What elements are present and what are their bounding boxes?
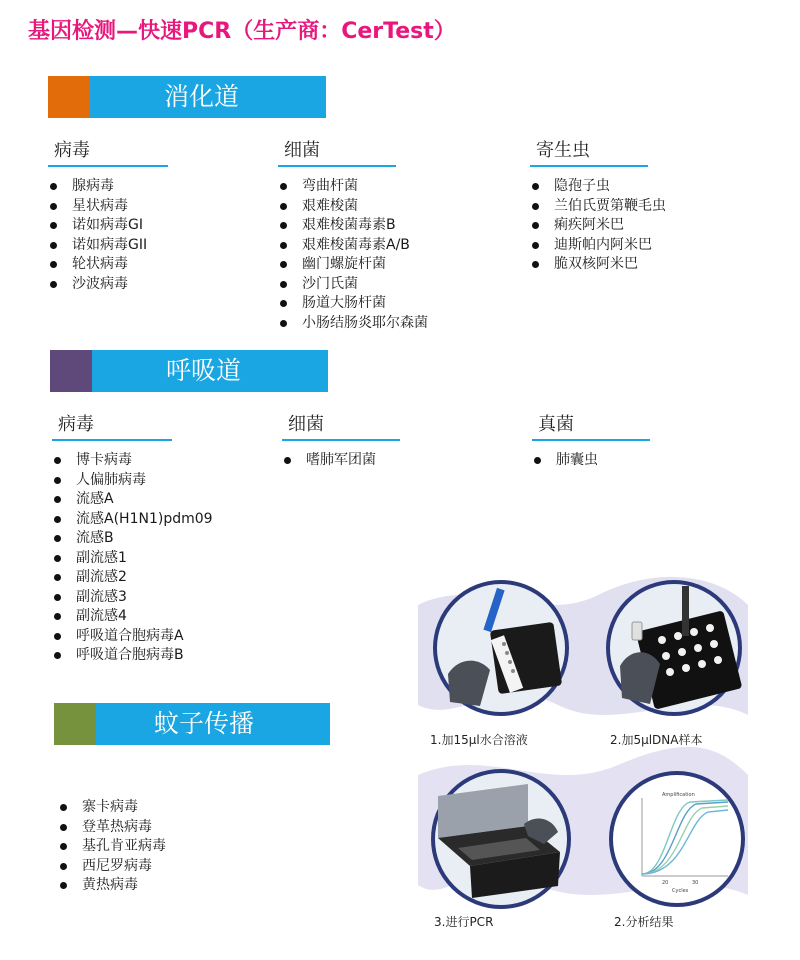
list-item: 人偏肺病毒 — [52, 471, 213, 491]
list-item: 沙波病毒 — [48, 275, 168, 295]
digestive-header-label: 消化道 — [90, 76, 326, 118]
list-item: 艰难梭菌毒素A/B — [278, 236, 428, 256]
column-title: 细菌 — [282, 410, 400, 441]
digestive-swatch — [48, 76, 90, 118]
list-item: 寨卡病毒 — [58, 798, 166, 818]
pipette-plate-icon — [604, 578, 744, 718]
list-item: 轮状病毒 — [48, 255, 168, 275]
page-title: 基因检测—快速PCR（生产商：CerTest） — [28, 19, 456, 44]
list-item: 基孔肯亚病毒 — [58, 837, 166, 857]
list-item: 肠道大肠杆菌 — [278, 294, 428, 314]
digestive-virus-list — [48, 177, 168, 294]
list-item: 副流感4 — [52, 607, 213, 627]
digestive-header — [48, 76, 326, 118]
digestive-bacteria-list — [278, 177, 428, 333]
list-item: 沙门氏菌 — [278, 275, 428, 295]
step3-photo — [428, 766, 574, 912]
digestive-parasite-list — [530, 177, 666, 275]
list-item: 兰伯氏贾第鞭毛虫 — [530, 197, 666, 217]
column-title: 细菌 — [278, 136, 396, 167]
list-item: 肺囊虫 — [532, 451, 650, 471]
chart-label-top: Amplification — [662, 792, 695, 798]
digestive-parasite-column — [530, 136, 666, 275]
respiratory-fungi-column — [532, 410, 650, 471]
chart-label-bottom: Cycles — [672, 888, 689, 894]
pcr-instrument-icon — [428, 766, 574, 912]
list-item: 脆双核阿米巴 — [530, 255, 666, 275]
mosquito-list — [58, 798, 166, 896]
list-item: 副流感2 — [52, 568, 213, 588]
respiratory-fungi-list — [532, 451, 650, 471]
list-item: 副流感3 — [52, 588, 213, 608]
step2-photo — [604, 578, 744, 718]
list-item: 小肠结肠炎耶尔森菌 — [278, 314, 428, 334]
mosquito-header — [54, 703, 330, 745]
column-title: 真菌 — [532, 410, 650, 441]
list-item: 弯曲杆菌 — [278, 177, 428, 197]
step4-photo — [606, 768, 748, 910]
column-title: 病毒 — [52, 410, 172, 441]
list-item: 隐孢子虫 — [530, 177, 666, 197]
mosquito-swatch — [54, 703, 96, 745]
list-item: 呼吸道合胞病毒B — [52, 646, 213, 666]
respiratory-bacteria-list — [282, 451, 400, 471]
list-item: 腺病毒 — [48, 177, 168, 197]
respiratory-swatch — [50, 350, 92, 392]
amplification-curve-icon — [606, 768, 748, 910]
step2-caption: 2.加5μlDNA样本 — [610, 733, 703, 747]
digestive-virus-column — [48, 136, 168, 294]
list-item: 星状病毒 — [48, 197, 168, 217]
column-title: 寄生虫 — [530, 136, 648, 167]
list-item: 诺如病毒GII — [48, 236, 168, 256]
mosquito-column — [58, 790, 166, 896]
pipette-tube-strip-icon — [428, 578, 574, 718]
list-item: 嗜肺军团菌 — [282, 451, 400, 471]
list-item: 艰难梭菌毒素B — [278, 216, 428, 236]
step1-photo — [428, 578, 574, 718]
respiratory-header — [50, 350, 328, 392]
mosquito-header-label: 蚊子传播 — [96, 703, 330, 745]
respiratory-virus-column — [52, 410, 213, 666]
list-item: 黄热病毒 — [58, 876, 166, 896]
column-title: 病毒 — [48, 136, 168, 167]
list-item: 迪斯帕内阿米巴 — [530, 236, 666, 256]
list-item: 流感B — [52, 529, 213, 549]
list-item: 诺如病毒GI — [48, 216, 168, 236]
list-item: 博卡病毒 — [52, 451, 213, 471]
list-item: 流感A — [52, 490, 213, 510]
respiratory-bacteria-column — [282, 410, 400, 471]
step1-caption: 1.加15μl水合溶液 — [430, 733, 528, 747]
respiratory-header-label: 呼吸道 — [92, 350, 328, 392]
chart-tick-label: 30 — [692, 880, 699, 886]
chart-tick-label: 20 — [662, 880, 669, 886]
respiratory-virus-list — [52, 451, 213, 666]
list-item: 流感A(H1N1)pdm09 — [52, 510, 213, 530]
list-item: 幽门螺旋杆菌 — [278, 255, 428, 275]
list-item: 登革热病毒 — [58, 818, 166, 838]
digestive-bacteria-column — [278, 136, 428, 333]
list-item: 痢疾阿米巴 — [530, 216, 666, 236]
list-item: 西尼罗病毒 — [58, 857, 166, 877]
step3-caption: 3.进行PCR — [434, 915, 494, 929]
list-item: 呼吸道合胞病毒A — [52, 627, 213, 647]
list-item: 副流感1 — [52, 549, 213, 569]
list-item: 艰难梭菌 — [278, 197, 428, 217]
step4-caption: 2.分析结果 — [614, 915, 674, 929]
